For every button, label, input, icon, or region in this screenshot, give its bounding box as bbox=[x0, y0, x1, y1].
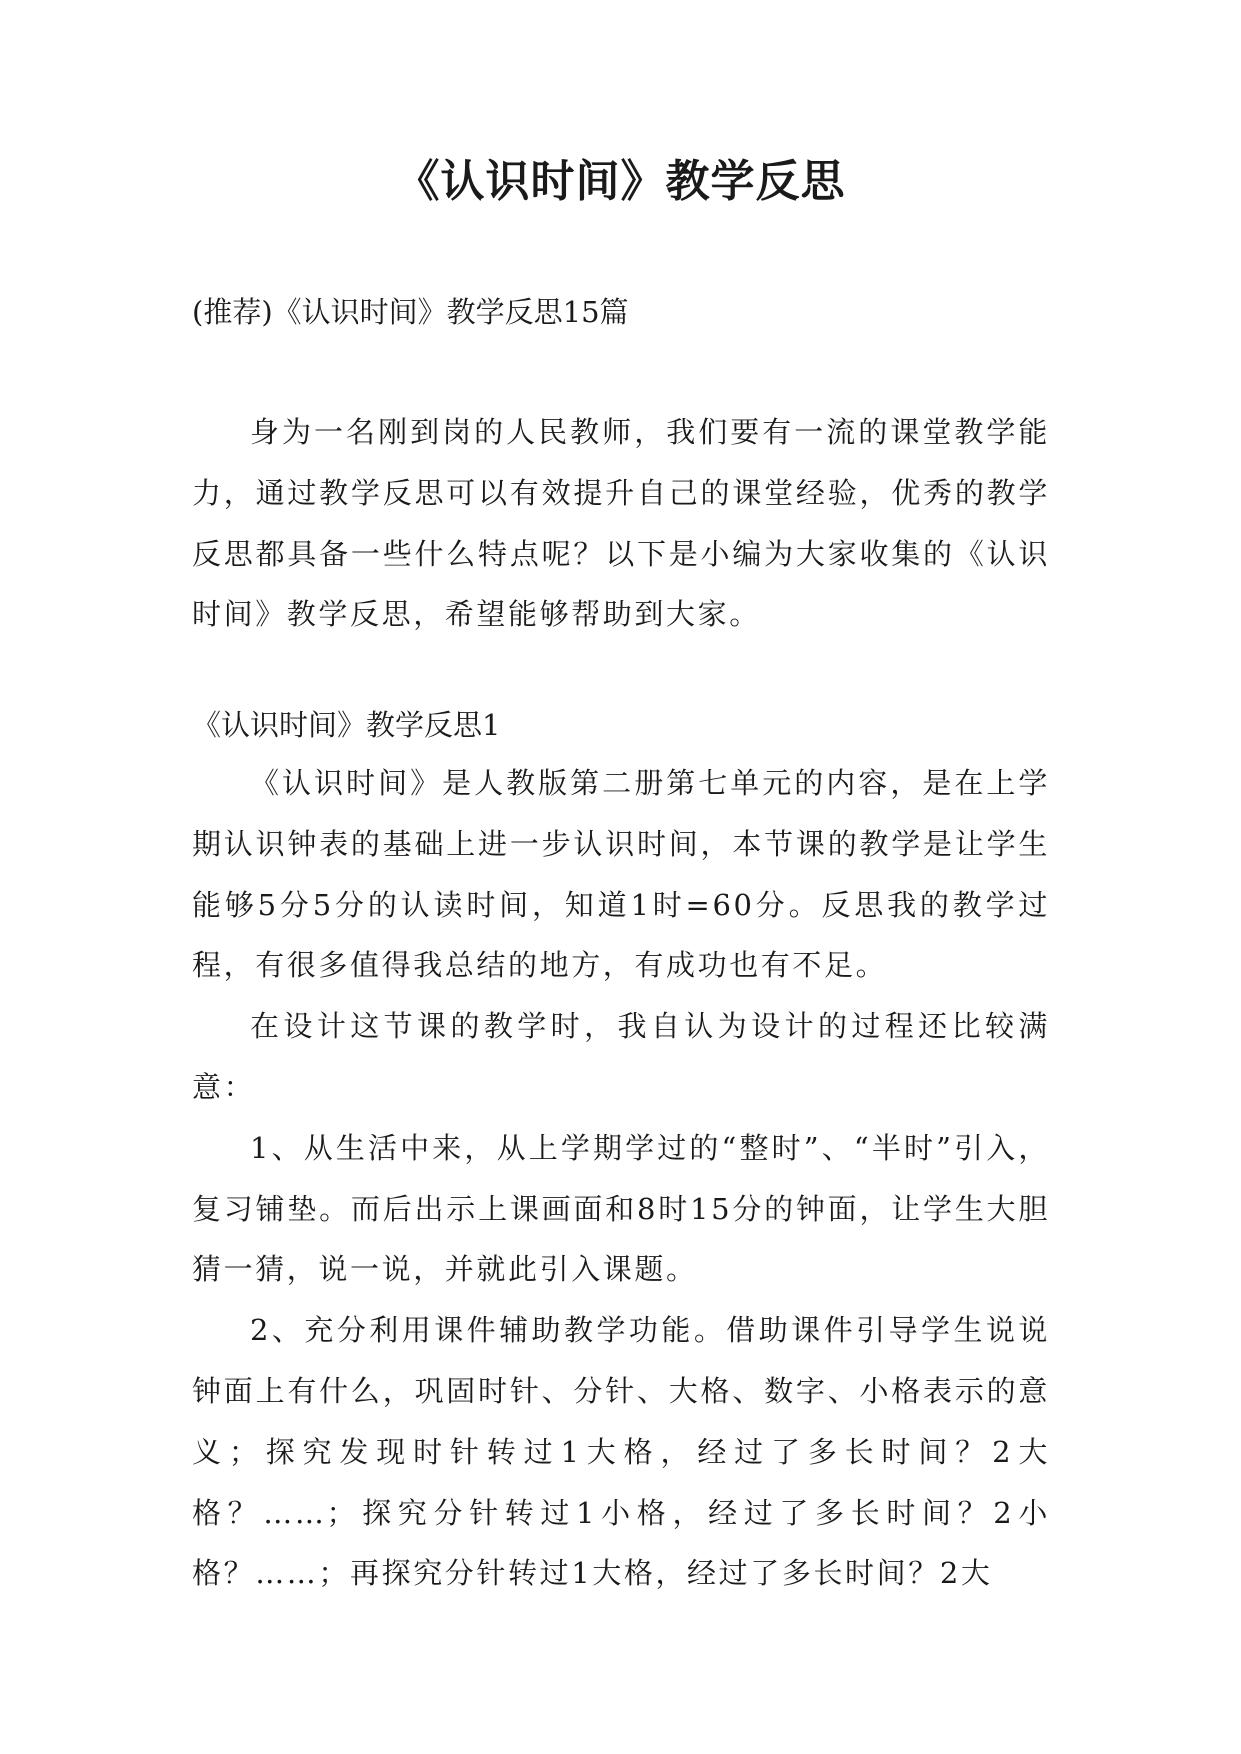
intro-paragraph: 身为一名刚到岗的人民教师，我们要有一流的课堂教学能力，通过教学反思可以有效提升自己的课堂经验，优秀的教学反思都具备一些什么特点呢？以下是小编为大家收集的《认识时间》教学反思，希望能够帮助到大家。 bbox=[192, 415, 1050, 632]
section-heading: 《认识时间》教学反思1 bbox=[192, 708, 501, 742]
body-paragraph: 2、充分利用课件辅助教学功能。借助课件引导学生说说钟面上有什么，巩固时针、分针、大格、数字、小格表示的意义；探究发现时针转过1大格，经过了多长时间？2大格？……；探究分针转过1小格，经过了多长时间？2小格？……；再探究分针转过1大格，经过了多长时间？2大 bbox=[192, 1313, 1050, 1591]
body-paragraph: 在设计这节课的教学时，我自认为设计的过程还比较满意： bbox=[192, 1009, 1050, 1104]
document-subtitle: (推荐)《认识时间》教学反思15篇 bbox=[192, 295, 629, 329]
body-paragraph: 《认识时间》是人教版第二册第七单元的内容，是在上学期认识钟表的基础上进一步认识时间，本节课的教学是让学生能够5分5分的认读时间，知道1时=60分。反思我的教学过程，有很多值得我总结的地方，有成功也有不足。 bbox=[192, 766, 1050, 983]
body-paragraph: 1、从生活中来，从上学期学过的“整时”、“半时”引入，复习铺垫。而后出示上课画面和8时15分的钟面，让学生大胆猜一猜，说一说，并就此引入课题。 bbox=[192, 1130, 1050, 1287]
section-body bbox=[192, 753, 1050, 1604]
intro-section bbox=[192, 402, 1050, 645]
document-title: 《认识时间》教学反思 bbox=[395, 156, 846, 207]
